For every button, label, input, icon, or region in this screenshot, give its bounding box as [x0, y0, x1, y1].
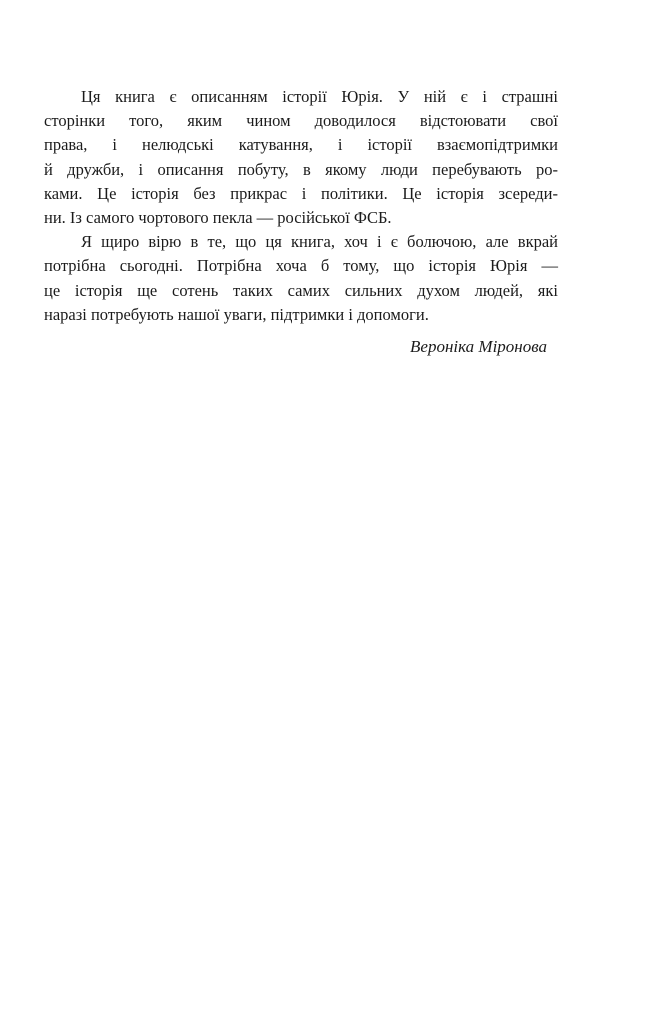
text-line: права, і нелюдські катування, і історії взаємопідтримки [44, 135, 558, 155]
text-line: потрібна сьогодні. Потрібна хоча б тому, що історія Юрія — [44, 256, 558, 276]
text-line: й дружби, і описання побуту, в якому люди перебувають ро- [44, 159, 558, 179]
text-line: Я щиро вірю в те, що ця книга, хоч і є болючою, але вкрай [81, 232, 558, 252]
author-signature: Вероніка Міронова [410, 336, 547, 356]
text-line: ни. Із самого чортового пекла — російської ФСБ. [44, 207, 392, 227]
text-line: сторінки того, яким чином доводилося відстоювати свої [44, 111, 558, 131]
text-line: ками. Це історія без прикрас і політики. Це історія зсереди- [44, 183, 558, 203]
text-line: Ця книга є описанням історії Юрія. У ній є і страшні [81, 87, 558, 106]
body-text [44, 85, 558, 359]
text-line: це історія ще сотень таких самих сильних духом людей, які [44, 280, 558, 300]
text-line: наразі потребують нашої уваги, підтримки і допомоги. [44, 304, 429, 324]
